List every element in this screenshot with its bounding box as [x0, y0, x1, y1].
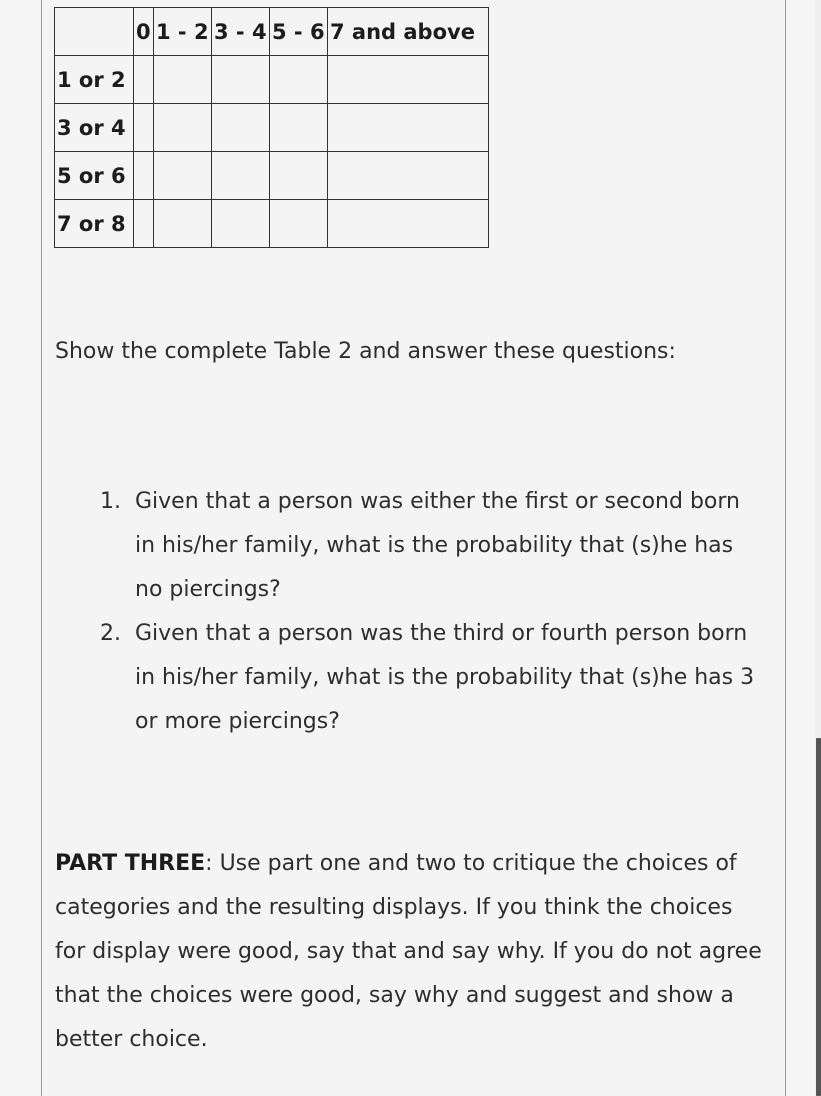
table-cell: [154, 104, 212, 152]
table-cell: [270, 104, 328, 152]
question-item: [100, 612, 760, 744]
table-cell: [212, 152, 270, 200]
question-number: 2.: [100, 621, 121, 646]
table-cell: [154, 200, 212, 248]
part-three-label: PART THREE: [55, 851, 206, 876]
intro-text: Show the complete Table 2 and answer these questions:: [55, 339, 676, 364]
table-cell: [154, 56, 212, 104]
table-header-cell: 7 and above: [328, 8, 489, 56]
table-cell: [270, 152, 328, 200]
part-three-text: : Use part one and two to critique the choices of categories and the resulting displays. If you think the choices for display were good, say that and say why. If you do not agree that the choices were good, say why and suggest and show a better choice.: [55, 851, 762, 1052]
table-row: [55, 152, 489, 200]
table-header-cell: 0: [134, 8, 154, 56]
table-cell: [328, 104, 489, 152]
table-header-cell: [55, 8, 134, 56]
table-row: [55, 200, 489, 248]
question-text: Given that a person was either the first or second born in his/her family, what is the probability that (s)he has no piercings?: [135, 489, 740, 602]
table-cell: [134, 152, 154, 200]
table-row: [55, 56, 489, 104]
table-cell: [134, 104, 154, 152]
scrollbar-track[interactable]: [815, 0, 821, 1096]
table-row-label: 5 or 6: [55, 152, 134, 200]
table-cell: [212, 200, 270, 248]
table-row-label: 1 or 2: [55, 56, 134, 104]
piercings-table: [54, 7, 489, 248]
question-number: 1.: [100, 489, 121, 514]
question-item: [100, 480, 760, 612]
table-row: [55, 104, 489, 152]
table-cell: [154, 152, 212, 200]
table-cell: [212, 56, 270, 104]
question-text: Given that a person was the third or fourth person born in his/her family, what is the probability that (s)he has 3 or more piercings?: [135, 621, 755, 734]
table-header-cell: 3 - 4: [212, 8, 270, 56]
part-three-paragraph: [55, 842, 767, 1062]
table-cell: [328, 152, 489, 200]
table-cell: [328, 56, 489, 104]
table-cell: [134, 56, 154, 104]
table-header-cell: 5 - 6: [270, 8, 328, 56]
table-row-label: 3 or 4: [55, 104, 134, 152]
questions-list: [100, 480, 760, 744]
table-cell: [212, 104, 270, 152]
table-header-row: [55, 8, 489, 56]
table-cell: [134, 200, 154, 248]
scrollbar-thumb[interactable]: [816, 738, 821, 1096]
table-cell: [270, 200, 328, 248]
table-cell: [270, 56, 328, 104]
table-row-label: 7 or 8: [55, 200, 134, 248]
table-header-cell: 1 - 2: [154, 8, 212, 56]
table-cell: [328, 200, 489, 248]
